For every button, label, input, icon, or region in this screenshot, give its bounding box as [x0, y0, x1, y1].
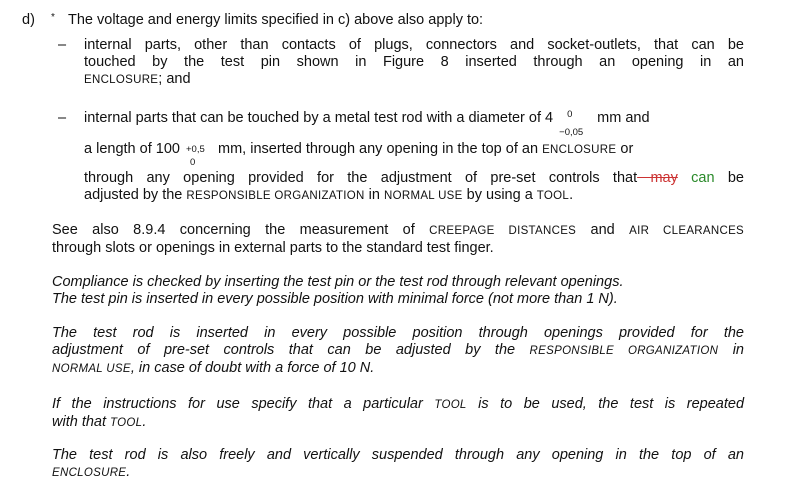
- text-line: Compliance is checked by inserting the test pin or the test rod through relevant openings.: [52, 274, 624, 290]
- defined-term: NORMAL USE: [384, 190, 463, 202]
- defined-term: CREEPAGE DISTANCES: [429, 225, 577, 237]
- tolerance-lower: 0: [189, 157, 196, 168]
- item-d-text: The voltage and energy limits specified in c) above also apply to:: [68, 12, 484, 28]
- text-line: adjusted by the RESPONSIBLE ORGANIZATION in NORMAL USE by using a TOOL.: [84, 187, 574, 203]
- defined-term: ENCLOSURE: [542, 144, 617, 156]
- text-line: NORMAL USE, in case of doubt with a force of 10 N.: [52, 360, 375, 376]
- paragraph-test-rod-suspended: [52, 447, 744, 482]
- text-line: ENCLOSURE; and: [84, 71, 191, 87]
- text-line: The test rod is also freely and vertically suspended through any opening in the top of an: [52, 447, 744, 463]
- text-fragment: mm and: [597, 110, 650, 126]
- text-line: ENCLOSURE.: [52, 464, 131, 480]
- list-item-internal-parts-test-rod-lines3-4: [84, 170, 744, 205]
- paragraph-see-also: [52, 222, 744, 257]
- list-item-internal-parts-test-pin: [84, 37, 744, 89]
- item-d-label: d): [22, 12, 35, 28]
- defined-term: ENCLOSURE: [52, 467, 127, 479]
- text-line: with that TOOL.: [52, 414, 147, 430]
- defined-term: RESPONSIBLE ORGANIZATION: [529, 345, 719, 357]
- text-line: through slots or openings in external parts to the standard test finger.: [52, 240, 494, 256]
- list-item-internal-parts-test-rod-line2: a length of 100 +0,5 0 mm, inserted through any opening in the top of an ENCLOSURE or: [84, 141, 634, 168]
- defined-term: NORMAL USE: [52, 363, 131, 375]
- list-item-internal-parts-test-rod-line1: [84, 109, 744, 138]
- modified-marker-asterisk: *: [51, 12, 55, 23]
- tolerance-lower: −0,05: [559, 127, 584, 138]
- defined-term: AIR CLEARANCES: [629, 225, 745, 237]
- dash-bullet: –: [58, 37, 67, 53]
- text-line: The test pin is inserted in every possible position with minimal force (not more than 1 N).: [52, 291, 618, 307]
- defined-term: RESPONSIBLE ORGANIZATION: [186, 190, 365, 202]
- deleted-text: may: [637, 170, 678, 186]
- defined-term: TOOL: [434, 399, 467, 411]
- defined-term: TOOL: [110, 417, 143, 429]
- dash-bullet: –: [58, 110, 67, 126]
- paragraph-test-rod-inserted: [52, 325, 744, 378]
- text-line: through any opening provided for the adjustment of pre-set controls that may can be: [84, 170, 744, 186]
- text-line: If the instructions for use specify that a particular TOOL is to be used, the test is repeated: [52, 396, 745, 412]
- text-line: adjustment of pre-set controls that can be adjusted by the RESPONSIBLE ORGANIZATION in: [52, 342, 744, 358]
- defined-term: ENCLOSURE: [84, 74, 159, 86]
- paragraph-instructions-tool: [52, 396, 744, 432]
- defined-term: TOOL: [536, 190, 570, 202]
- text-line: The test rod is inserted in every possible position through openings provided for the: [52, 325, 744, 341]
- text-line: internal parts, other than contacts of plugs, connectors and socket-outlets, that can be: [84, 37, 744, 53]
- tolerance-upper: +0,5: [185, 144, 205, 155]
- inserted-text: can: [677, 170, 715, 186]
- text-line: touched by the test pin shown in Figure 8 inserted through an opening in an: [84, 54, 744, 70]
- tolerance-upper: 0: [567, 109, 573, 120]
- text-line: internal parts that can be touched by a metal test rod with a diameter of 4: [84, 110, 554, 126]
- text-line: See also 8.9.4 concerning the measurement of CREEPAGE DISTANCES and AIR CLEARANCES: [52, 222, 745, 238]
- paragraph-compliance: [52, 274, 744, 308]
